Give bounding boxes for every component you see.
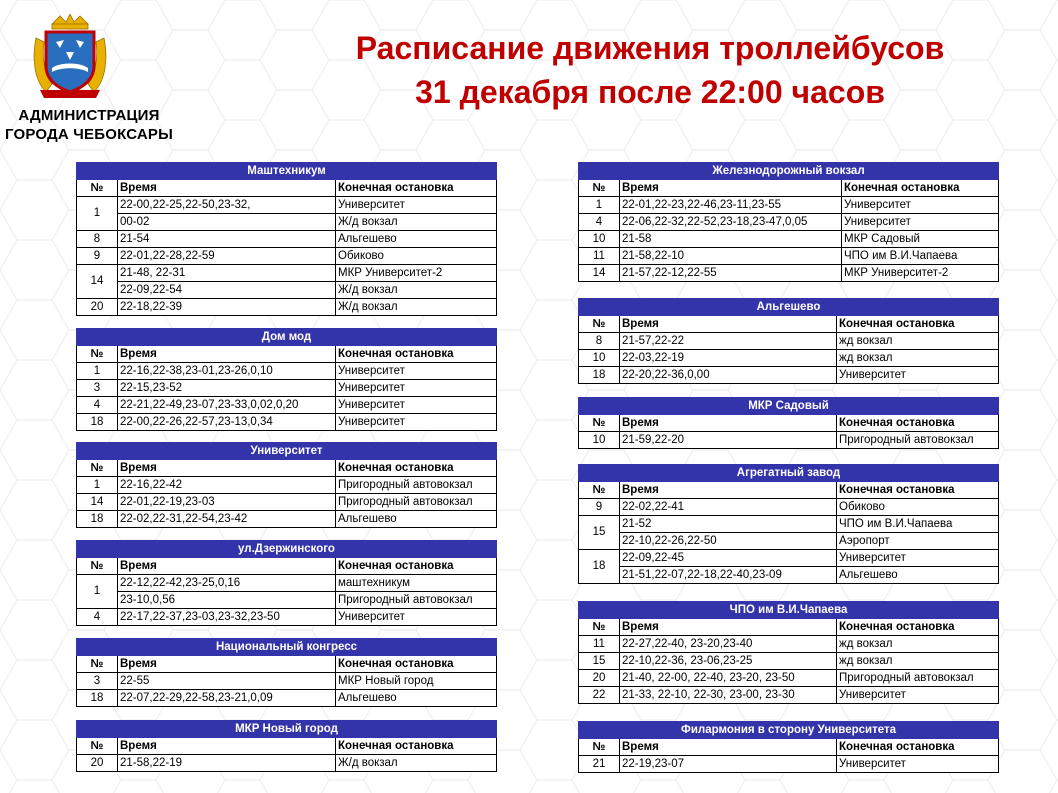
table-row: [579, 350, 999, 367]
terminal-stop: Аэропорт: [837, 533, 999, 550]
table-row: [77, 380, 497, 397]
route-number: 21: [579, 756, 620, 773]
departure-times: 22-00,22-25,22-50,23-32,: [118, 197, 336, 214]
route-number: 14: [77, 494, 118, 511]
route-number-header: №: [77, 558, 118, 575]
table-row: [77, 690, 497, 707]
terminal-stop-header: Конечная остановка: [842, 180, 999, 197]
table-row: [77, 494, 497, 511]
departure-times: 22-01,22-28,22-59: [118, 248, 336, 265]
stop-name: Филармония в сторону Университета: [579, 722, 999, 739]
stop-name: Национальный конгресс: [77, 639, 497, 656]
table-row: [77, 477, 497, 494]
terminal-stop: Университет: [842, 197, 999, 214]
stop-header-row: [77, 163, 497, 180]
table-row: [579, 248, 999, 265]
stop-header-row: [579, 465, 999, 482]
time-header: Время: [620, 316, 837, 333]
column-header-row: [579, 180, 999, 197]
column-header-row: [579, 739, 999, 756]
stop-header-row: [579, 398, 999, 415]
departure-times: 21-57,22-22: [620, 333, 837, 350]
terminal-stop-header: Конечная остановка: [837, 316, 999, 333]
terminal-stop: Пригородный автовокзал: [336, 477, 497, 494]
terminal-stop: жд вокзал: [837, 653, 999, 670]
time-header: Время: [118, 656, 336, 673]
column-header-row: [579, 619, 999, 636]
column-header-row: [77, 460, 497, 477]
route-number: 18: [579, 550, 620, 584]
departure-times: 21-33, 22-10, 22-30, 23-00, 23-30: [620, 687, 837, 704]
title-line-2: 31 декабря после 22:00 часов: [415, 74, 885, 110]
terminal-stop-header: Конечная остановка: [837, 482, 999, 499]
departure-times: 22-20,22-36,0,00: [620, 367, 837, 384]
table-row: [579, 670, 999, 687]
terminal-stop: ЧПО им В.И.Чапаева: [837, 516, 999, 533]
route-number: 1: [77, 477, 118, 494]
time-header: Время: [118, 738, 336, 755]
table-row: [77, 397, 497, 414]
departure-times: 22-15,23-52: [118, 380, 336, 397]
terminal-stop: жд вокзал: [837, 636, 999, 653]
organization-line-1: АДМИНИСТРАЦИЯ: [18, 107, 160, 124]
terminal-stop: Ж/д вокзал: [336, 214, 497, 231]
departure-times: 21-51,22-07,22-18,22-40,23-09: [620, 567, 837, 584]
departure-times: 22-02,22-41: [620, 499, 837, 516]
terminal-stop-header: Конечная остановка: [837, 619, 999, 636]
route-number: 10: [579, 350, 620, 367]
route-number: 3: [77, 380, 118, 397]
table-row: [77, 414, 497, 431]
terminal-stop: жд вокзал: [837, 350, 999, 367]
route-number: 20: [77, 299, 118, 316]
terminal-stop-header: Конечная остановка: [837, 415, 999, 432]
departure-times: 21-58,22-10: [620, 248, 842, 265]
time-header: Время: [118, 346, 336, 363]
route-number: 1: [77, 197, 118, 231]
terminal-stop: МКР Университет-2: [336, 265, 497, 282]
departure-times: 23-10,0,56: [118, 592, 336, 609]
route-number: 15: [579, 653, 620, 670]
route-number: 14: [77, 265, 118, 299]
stop-header-row: [579, 722, 999, 739]
column-header-row: [579, 316, 999, 333]
table-row: [579, 567, 999, 584]
column-header-row: [77, 738, 497, 755]
route-number: 9: [579, 499, 620, 516]
departure-times: 22-10,22-26,22-50: [620, 533, 837, 550]
terminal-stop: Пригородный автовокзал: [837, 670, 999, 687]
terminal-stop-header: Конечная остановка: [336, 738, 497, 755]
table-row: [579, 367, 999, 384]
time-header: Время: [118, 558, 336, 575]
route-number: 8: [579, 333, 620, 350]
route-number: 4: [579, 214, 620, 231]
route-number: 14: [579, 265, 620, 282]
departure-times: 21-57,22-12,22-55: [620, 265, 842, 282]
stop-header-row: [579, 163, 999, 180]
departure-times: 22-07,22-29,22-58,23-21,0,09: [118, 690, 336, 707]
route-number: 1: [77, 575, 118, 609]
table-row: [579, 231, 999, 248]
table-row: [77, 197, 497, 214]
route-number: 4: [77, 397, 118, 414]
title-line-1: Расписание движения троллейбусов: [355, 30, 945, 66]
table-row: [77, 248, 497, 265]
table-row: [579, 653, 999, 670]
table-row: [579, 636, 999, 653]
table-row: [77, 363, 497, 380]
route-number: 10: [579, 231, 620, 248]
route-number: 18: [579, 367, 620, 384]
organization-name: [4, 106, 174, 144]
terminal-stop: Альгешево: [837, 567, 999, 584]
route-number: 18: [77, 511, 118, 528]
departure-times: 22-01,22-19,23-03: [118, 494, 336, 511]
departure-times: 22-17,22-37,23-03,23-32,23-50: [118, 609, 336, 626]
route-number-header: №: [579, 180, 620, 197]
departure-times: 21-54: [118, 231, 336, 248]
terminal-stop: Университет: [837, 367, 999, 384]
stop-name: Альгешево: [579, 299, 999, 316]
column-header-row: [77, 558, 497, 575]
terminal-stop: Ж/д вокзал: [336, 755, 497, 772]
route-number: 3: [77, 673, 118, 690]
table-row: [77, 609, 497, 626]
page-title: [260, 26, 1040, 114]
schedule-table: [76, 638, 497, 707]
departure-times: 21-52: [620, 516, 837, 533]
departure-times: 22-03,22-19: [620, 350, 837, 367]
table-row: [77, 575, 497, 592]
table-row: [77, 299, 497, 316]
terminal-stop: Университет: [837, 687, 999, 704]
column-header-row: [579, 482, 999, 499]
stop-name: Университет: [77, 443, 497, 460]
time-header: Время: [620, 415, 837, 432]
terminal-stop: Университет: [837, 550, 999, 567]
time-header: Время: [620, 739, 837, 756]
terminal-stop-header: Конечная остановка: [336, 346, 497, 363]
route-number: 20: [77, 755, 118, 772]
table-row: [579, 214, 999, 231]
schedule-table: [578, 721, 999, 773]
terminal-stop: Университет: [837, 756, 999, 773]
column-header-row: [77, 180, 497, 197]
time-header: Время: [620, 482, 837, 499]
city-coat-of-arms-icon: [30, 14, 110, 102]
route-number-header: №: [77, 180, 118, 197]
table-row: [77, 231, 497, 248]
column-header-row: [77, 346, 497, 363]
table-row: [579, 516, 999, 533]
time-header: Время: [118, 180, 336, 197]
departure-times: 22-27,22-40, 23-20,23-40: [620, 636, 837, 653]
schedule-table: [578, 298, 999, 384]
terminal-stop: маштехникум: [336, 575, 497, 592]
departure-times: 22-10,22-36, 23-06,23-25: [620, 653, 837, 670]
schedule-table: [76, 442, 497, 528]
table-row: [77, 282, 497, 299]
departure-times: 22-06,22-32,22-52,23-18,23-47,0,05: [620, 214, 842, 231]
departure-times: 22-02,22-31,22-54,23-42: [118, 511, 336, 528]
terminal-stop-header: Конечная остановка: [837, 739, 999, 756]
table-row: [579, 756, 999, 773]
terminal-stop: жд вокзал: [837, 333, 999, 350]
departure-times: 22-00,22-26,22-57,23-13,0,34: [118, 414, 336, 431]
terminal-stop: Ж/д вокзал: [336, 282, 497, 299]
route-number: 8: [77, 231, 118, 248]
route-number: 11: [579, 636, 620, 653]
column-header-row: [579, 415, 999, 432]
departure-times: 22-12,22-42,23-25,0,16: [118, 575, 336, 592]
departure-times: 22-55: [118, 673, 336, 690]
stop-header-row: [77, 443, 497, 460]
route-number-header: №: [579, 316, 620, 333]
table-row: [77, 265, 497, 282]
departure-times: 22-16,22-38,23-01,23-26,0,10: [118, 363, 336, 380]
terminal-stop: Университет: [336, 609, 497, 626]
departure-times: 22-21,22-49,23-07,23-33,0,02,0,20: [118, 397, 336, 414]
route-number: 18: [77, 414, 118, 431]
route-number: 11: [579, 248, 620, 265]
stop-header-row: [579, 299, 999, 316]
departure-times: 22-09,22-45: [620, 550, 837, 567]
route-number: 4: [77, 609, 118, 626]
stop-name: Агрегатный завод: [579, 465, 999, 482]
terminal-stop: ЧПО им В.И.Чапаева: [842, 248, 999, 265]
table-row: [579, 197, 999, 214]
stop-name: ул.Дзержинского: [77, 541, 497, 558]
route-number: 1: [579, 197, 620, 214]
table-row: [579, 499, 999, 516]
terminal-stop: Университет: [336, 414, 497, 431]
terminal-stop: МКР Университет-2: [842, 265, 999, 282]
schedule-table: [76, 328, 497, 431]
terminal-stop: МКР Новый город: [336, 673, 497, 690]
schedule-table: [578, 464, 999, 584]
schedule-table: [76, 540, 497, 626]
stop-name: МКР Садовый: [579, 398, 999, 415]
schedule-table: [76, 720, 497, 772]
time-header: Время: [118, 460, 336, 477]
route-number: 18: [77, 690, 118, 707]
column-header-row: [77, 656, 497, 673]
stop-name: МКР Новый город: [77, 721, 497, 738]
departure-times: 22-18,22-39: [118, 299, 336, 316]
terminal-stop: Альгешево: [336, 231, 497, 248]
terminal-stop: Альгешево: [336, 690, 497, 707]
departure-times: 22-16,22-42: [118, 477, 336, 494]
terminal-stop: МКР Садовый: [842, 231, 999, 248]
schedule-table: [578, 397, 999, 449]
terminal-stop-header: Конечная остановка: [336, 656, 497, 673]
departure-times: 22-19,23-07: [620, 756, 837, 773]
terminal-stop-header: Конечная остановка: [336, 558, 497, 575]
stop-name: ЧПО им В.И.Чапаева: [579, 602, 999, 619]
stop-name: Дом мод: [77, 329, 497, 346]
route-number: 15: [579, 516, 620, 550]
schedule-table: [578, 601, 999, 704]
table-row: [579, 333, 999, 350]
table-row: [77, 592, 497, 609]
table-row: [77, 755, 497, 772]
terminal-stop: Альгешево: [336, 511, 497, 528]
table-row: [77, 214, 497, 231]
schedule-table: [578, 162, 999, 282]
terminal-stop: Пригородный автовокзал: [837, 432, 999, 449]
table-row: [579, 533, 999, 550]
departure-times: 21-48, 22-31: [118, 265, 336, 282]
table-row: [579, 687, 999, 704]
route-number-header: №: [77, 738, 118, 755]
route-number-header: №: [77, 346, 118, 363]
terminal-stop: Университет: [842, 214, 999, 231]
route-number-header: №: [579, 482, 620, 499]
stop-header-row: [77, 721, 497, 738]
table-row: [579, 432, 999, 449]
route-number-header: №: [579, 619, 620, 636]
route-number: 1: [77, 363, 118, 380]
stop-name: Маштехникум: [77, 163, 497, 180]
table-row: [579, 550, 999, 567]
route-number-header: №: [579, 739, 620, 756]
departure-times: 00-02: [118, 214, 336, 231]
table-row: [579, 265, 999, 282]
terminal-stop: Университет: [336, 197, 497, 214]
time-header: Время: [620, 619, 837, 636]
terminal-stop: Пригородный автовокзал: [336, 494, 497, 511]
terminal-stop-header: Конечная остановка: [336, 460, 497, 477]
stop-header-row: [77, 329, 497, 346]
terminal-stop: Университет: [336, 363, 497, 380]
stop-name: Железнодорожный вокзал: [579, 163, 999, 180]
terminal-stop: Университет: [336, 397, 497, 414]
route-number: 20: [579, 670, 620, 687]
departure-times: 21-58,22-19: [118, 755, 336, 772]
terminal-stop: Пригородный автовокзал: [336, 592, 497, 609]
terminal-stop: Обиково: [336, 248, 497, 265]
terminal-stop: Университет: [336, 380, 497, 397]
stop-header-row: [77, 639, 497, 656]
route-number-header: №: [77, 656, 118, 673]
stop-header-row: [579, 602, 999, 619]
departure-times: 22-01,22-23,22-46,23-11,23-55: [620, 197, 842, 214]
terminal-stop-header: Конечная остановка: [336, 180, 497, 197]
table-row: [77, 673, 497, 690]
route-number-header: №: [77, 460, 118, 477]
stop-header-row: [77, 541, 497, 558]
route-number-header: №: [579, 415, 620, 432]
route-number: 10: [579, 432, 620, 449]
organization-line-2: ГОРОДА ЧЕБОКСАРЫ: [4, 126, 174, 143]
departure-times: 21-59,22-20: [620, 432, 837, 449]
departure-times: 21-40, 22-00, 22-40, 23-20, 23-50: [620, 670, 837, 687]
route-number: 22: [579, 687, 620, 704]
route-number: 9: [77, 248, 118, 265]
departure-times: 22-09,22-54: [118, 282, 336, 299]
terminal-stop: Ж/д вокзал: [336, 299, 497, 316]
departure-times: 21-58: [620, 231, 842, 248]
schedule-table: [76, 162, 497, 316]
time-header: Время: [620, 180, 842, 197]
table-row: [77, 511, 497, 528]
terminal-stop: Обиково: [837, 499, 999, 516]
